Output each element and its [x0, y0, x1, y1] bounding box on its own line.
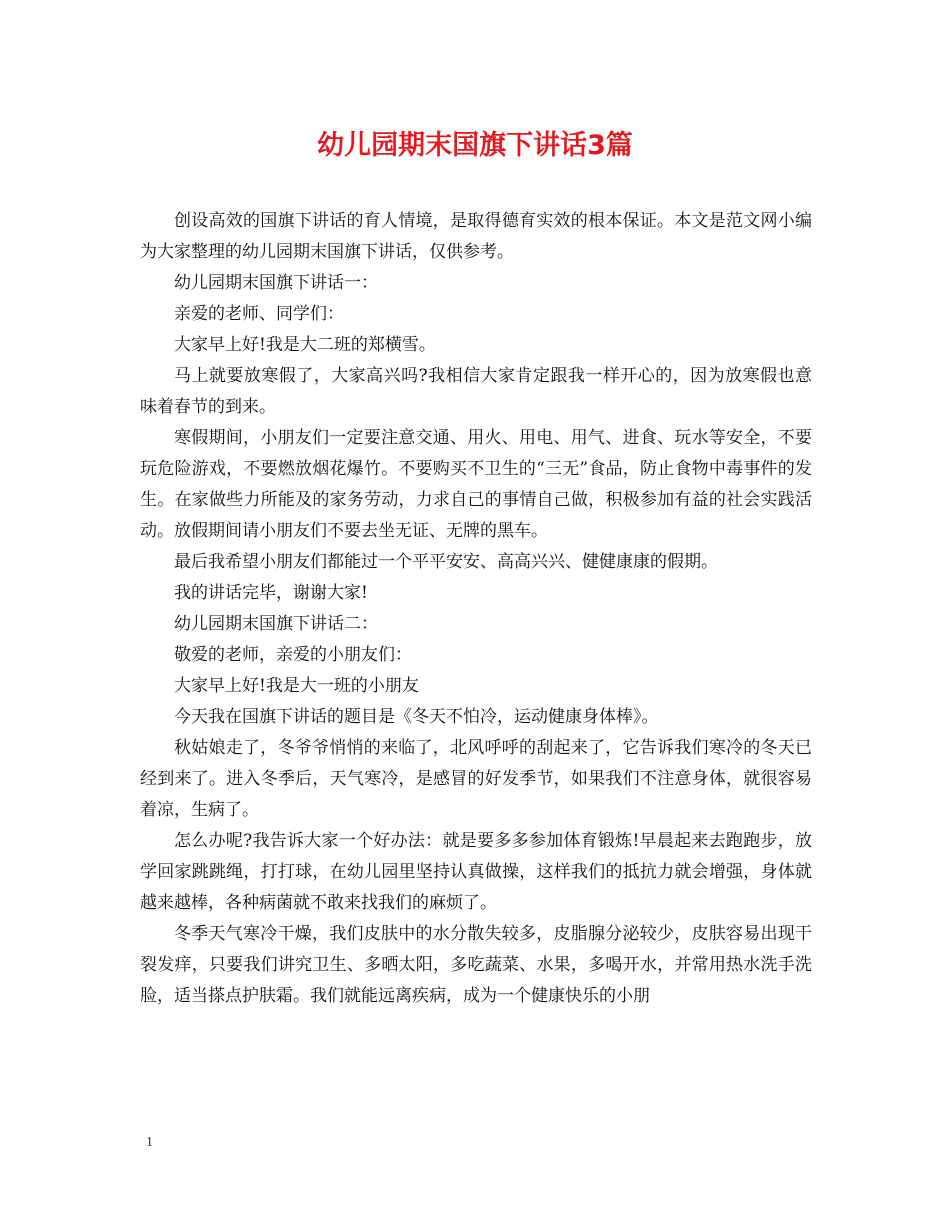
paragraph-intro: 创设高效的国旗下讲话的育人情境，是取得德育实效的根本保证。本文是范文网小编为大家整理的幼儿园期末国旗下讲话，仅供参考。 [140, 211, 812, 262]
paragraph-winter-break: 马上就要放寒假了，大家高兴吗?我相信大家肯定跟我一样开心的，因为放寒假也意味着春节的到来。 [140, 366, 812, 417]
paragraph-exercise: 怎么办呢?我告诉大家一个好办法：就是要多多参加体育锻炼!早晨起来去跑跑步，放学回家跳跳绳，打打球，在幼儿园里坚持认真做操，这样我们的抵抗力就会增强，身体就越来越棒，各种病菌就不敢来找我们的麻烦了。 [140, 831, 812, 913]
paragraph-winter-arrival: 秋姑娘走了，冬爷爷悄悄的来临了，北风呼呼的刮起来了，它告诉我们寒冷的冬天已经到来了。进入冬季后，天气寒冷，是感冒的好发季节，如果我们不注意身体，就很容易着凉，生病了。 [140, 738, 812, 820]
paragraph-salutation-two: 敬爱的老师，亲爱的小朋友们： [174, 645, 412, 665]
paragraph-salutation-one: 亲爱的老师、同学们： [174, 304, 344, 324]
paragraph-speech-two-heading: 幼儿园期末国旗下讲话二： [174, 614, 378, 634]
paragraph-safety: 寒假期间，小朋友们一定要注意交通、用火、用电、用气、进食、玩水等安全，不要玩危险游戏，不要燃放烟花爆竹。不要购买不卫生的“三无”食品，防止食物中毒事件的发生。在家做些力所能及的家务劳动，力求自己的事情自己做，积极参加有益的社会实践活动。放假期间请小朋友们不要去坐无证、无牌的黑车。 [140, 428, 812, 541]
document-title: 幼儿园期末国旗下讲话3篇 [317, 130, 633, 161]
paragraph-wishes: 最后我希望小朋友们都能过一个平平安安、高高兴兴、健健康康的假期。 [174, 552, 718, 572]
paragraph-closing-one: 我的讲话完毕，谢谢大家! [174, 583, 368, 603]
paragraph-greeting-two: 大家早上好!我是大一班的小朋友 [174, 676, 419, 696]
paragraph-skin-care: 冬季天气寒冷干燥，我们皮肤中的水分散失较多，皮脂腺分泌较少，皮肤容易出现干裂发痒，只要我们讲究卫生、多晒太阳，多吃蔬菜、水果，多喝开水，并常用热水洗手洗脸，适当搽点护肤霜。我们就能远离疾病，成为一个健康快乐的小朋 [140, 924, 812, 1006]
paragraph-speech-one-heading: 幼儿园期末国旗下讲话一： [174, 273, 378, 293]
paragraph-topic: 今天我在国旗下讲话的题目是《冬天不怕冷，运动健康身体棒》。 [174, 707, 659, 727]
document-body [140, 206, 812, 1012]
paragraph-greeting-one: 大家早上好!我是大二班的郑横雪。 [174, 335, 436, 355]
page-number: 1 [146, 1135, 153, 1150]
